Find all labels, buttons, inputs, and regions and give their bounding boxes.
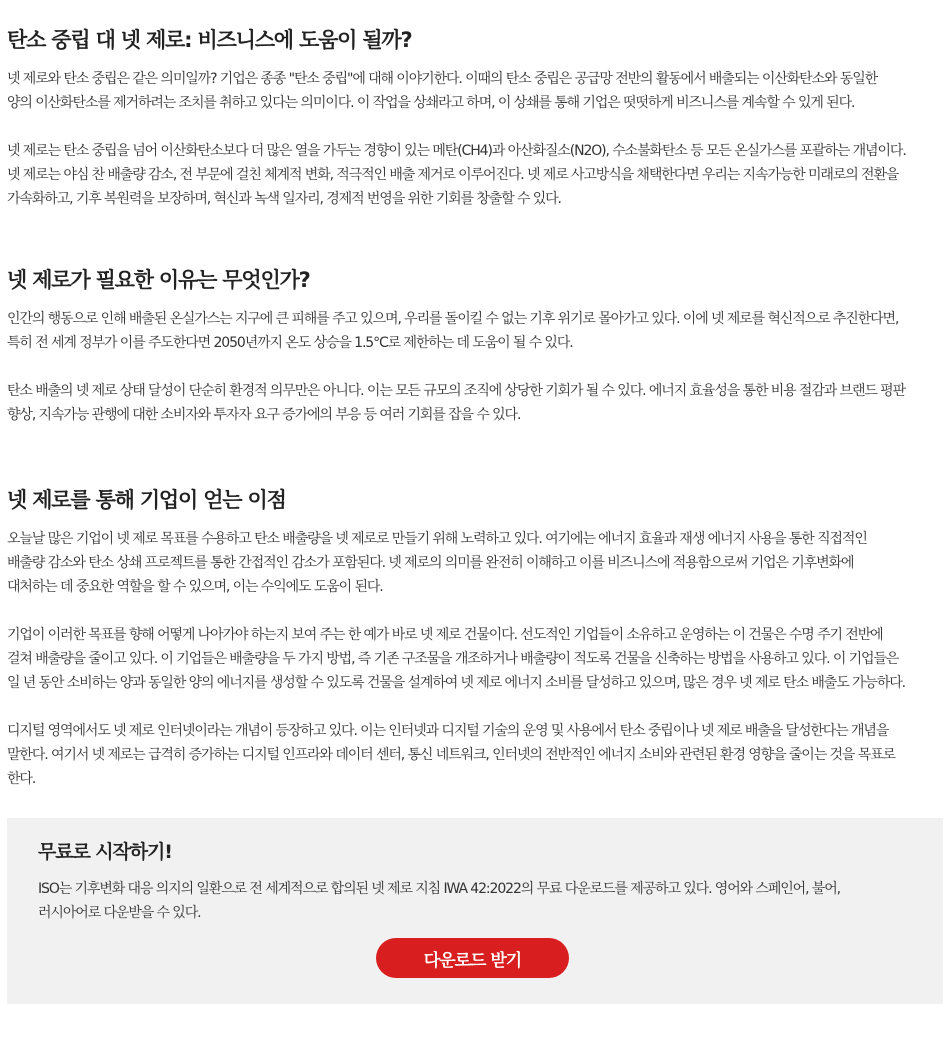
paragraph-line: 특히 전 세계 정부가 이를 주도한다면 2050년까지 온도 상승을 1.5°C로 제한하는 데 도움이 될 수 있다. [7,335,573,351]
paragraph-line: 대처하는 데 중요한 역할을 할 수 있으며, 이는 수익에도 도움이 된다. [7,579,383,595]
paragraph-line: 인간의 행동으로 인해 배출된 온실가스는 지구에 큰 피해를 주고 있으며, 우리를 돌이킬 수 없는 기후 위기로 몰아가고 있다. 이에 넷 제로를 혁신적으로 추진한다면, [7,311,899,327]
section-heading-carbon-neutral-vs-net-zero: 탄소 중립 대 넷 제로: 비즈니스에 도움이 될까? [7,28,412,52]
cta-box [7,818,943,1004]
cta-description [38,877,840,925]
paragraph [7,67,877,115]
paragraph-line: 가속화하고, 기후 복원력을 보장하며, 혁신과 녹색 일자리, 경제적 번영을 위한 기회를 창출할 수 있다. [7,191,561,207]
cta-description-line: ISO는 기후변화 대응 의지의 일환으로 전 세계적으로 합의된 넷 제로 지침 IWA 42:2022의 무료 다운로드를 제공하고 있다. 영어와 스페인어, 불어, [38,881,841,897]
cta-title: 무료로 시작하기! [38,841,172,863]
paragraph-line: 넷 제로는 탄소 중립을 넘어 이산화탄소보다 더 많은 열을 가두는 경향이 있는 메탄(CH4)과 아산화질소(N2O), 수소불화탄소 등 모든 온실가스를 포괄하는 개념이다. [7,143,906,159]
paragraph-line: 넷 제로는 야심 찬 배출량 감소, 전 부문에 걸친 체계적 변화, 적극적인 배출 제거로 이루어진다. 넷 제로 사고방식을 채택한다면 우리는 지속가능한 미래로의 전환을 [7,167,899,183]
download-button[interactable]: 다운로드 받기 [376,938,569,978]
paragraph [7,527,867,599]
paragraph [7,623,905,695]
paragraph-line: 기업이 이러한 목표를 향해 어떻게 나아가야 하는지 보여 주는 한 예가 바로 넷 제로 건물이다. 선도적인 기업들이 소유하고 운영하는 이 건물은 수명 주기 전반에 [7,627,883,643]
paragraph [7,719,895,791]
paragraph-line: 일 년 동안 소비하는 양과 동일한 양의 에너지를 생성할 수 있도록 건물을 설계하여 넷 제로 에너지 소비를 달성하고 있으며, 많은 경우 넷 제로 탄소 배출도 가능하다. [7,675,906,691]
paragraph [7,379,905,427]
paragraph [7,307,898,355]
paragraph [7,139,906,211]
paragraph-line: 양의 이산화탄소를 제거하려는 조치를 취하고 있다는 의미이다. 이 작업을 상쇄라고 하며, 이 상쇄를 통해 기업은 떳떳하게 비즈니스를 계속할 수 있게 된다. [7,95,855,111]
paragraph-line: 향상, 지속가능 관행에 대한 소비자와 투자자 요구 증가에의 부응 등 여러 기회를 잡을 수 있다. [7,407,521,423]
paragraph-line: 디지털 영역에서도 넷 제로 인터넷이라는 개념이 등장하고 있다. 이는 인터넷과 디지털 기술의 운영 및 사용에서 탄소 중립이나 넷 제로 배출을 달성한다는 개념을 [7,723,889,739]
paragraph-line: 말한다. 여기서 넷 제로는 급격히 증가하는 디지털 인프라와 데이터 센터, 통신 네트워크, 인터넷의 전반적인 에너지 소비와 관련된 환경 영향을 줄이는 것을 목표로 [7,747,895,763]
section-heading-why-net-zero: 넷 제로가 필요한 이유는 무엇인가? [7,268,310,292]
paragraph-line: 배출량 감소와 탄소 상쇄 프로젝트를 통한 간접적인 감소가 포함된다. 넷 제로의 의미를 완전히 이해하고 이를 비즈니스에 적용함으로써 기업은 기후변화에 [7,555,854,571]
paragraph-line: 오늘날 많은 기업이 넷 제로 목표를 수용하고 탄소 배출량을 넷 제로로 만들기 위해 노력하고 있다. 여기에는 에너지 효율과 재생 에너지 사용을 통한 직접적인 [7,531,867,547]
paragraph-line: 걸쳐 배출량을 줄이고 있다. 이 기업들은 배출량을 두 가지 방법, 즉 기존 구조물을 개조하거나 배출량이 적도록 건물을 신축하는 방법을 사용하고 있다. 이 기업들은 [7,651,899,667]
section-heading-business-benefits: 넷 제로를 통해 기업이 얻는 이점 [7,488,286,512]
paragraph-line: 넷 제로와 탄소 중립은 같은 의미일까? 기업은 종종 "탄소 중립"에 대해 이야기한다. 이때의 탄소 중립은 공급망 전반의 활동에서 배출되는 이산화탄소와 동일한 [7,71,878,87]
paragraph-line: 한다. [7,771,36,787]
cta-description-line: 러시아어로 다운받을 수 있다. [38,905,201,921]
paragraph-line: 탄소 배출의 넷 제로 상태 달성이 단순히 환경적 의무만은 아니다. 이는 모든 규모의 조직에 상당한 기회가 될 수 있다. 에너지 효율성을 통한 비용 절감과 브랜드 평판 [7,383,906,399]
